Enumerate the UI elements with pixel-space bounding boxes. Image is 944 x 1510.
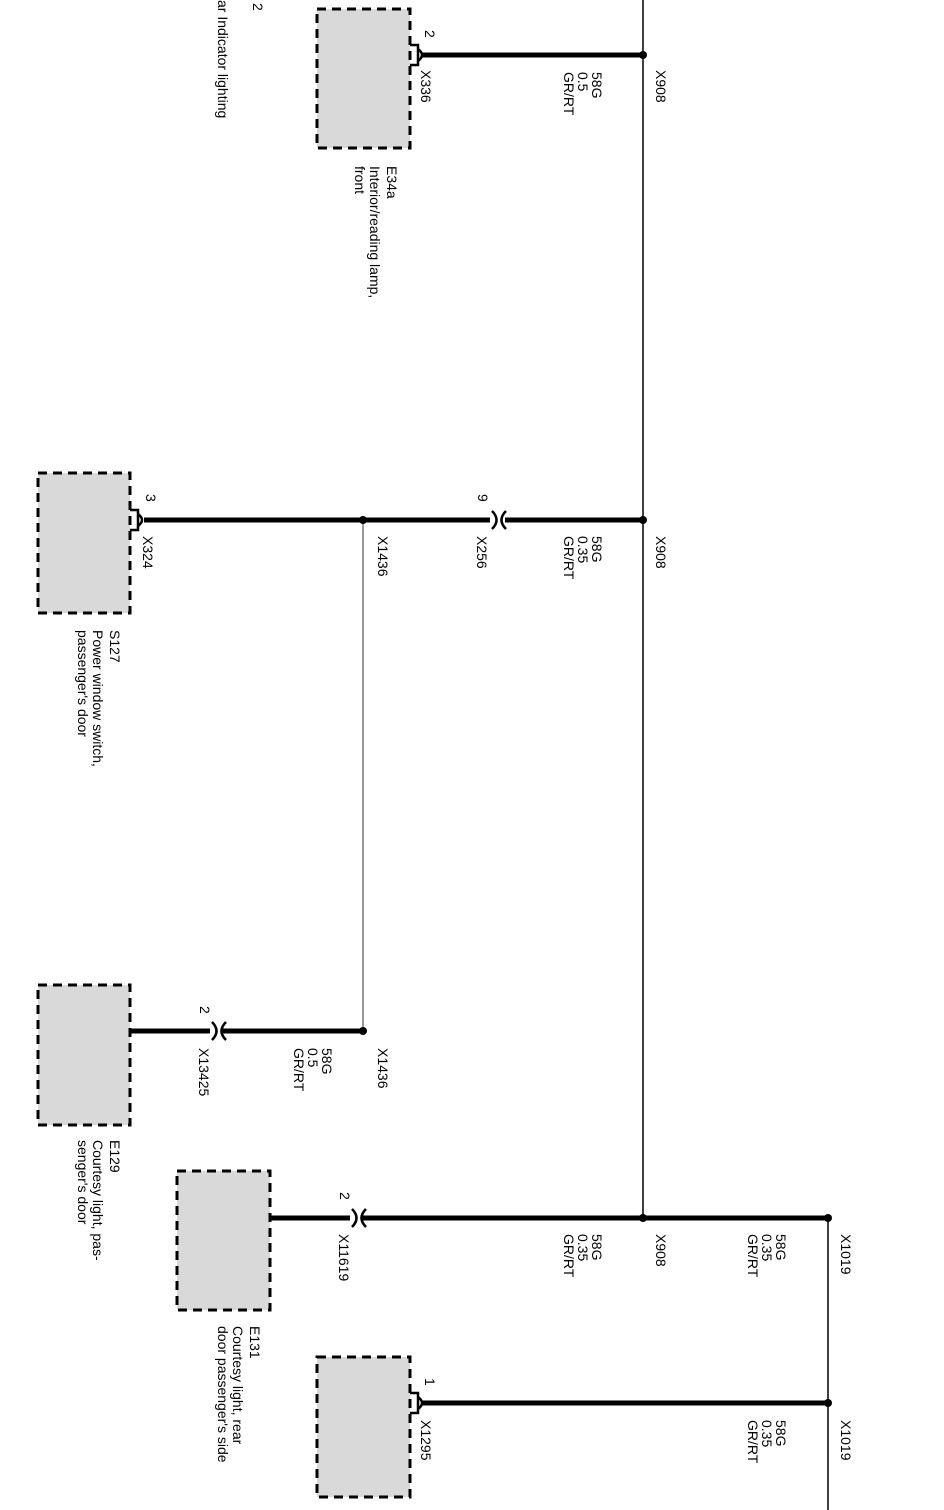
wire5-size: 0.35 xyxy=(759,1234,775,1262)
e129-code: E129 xyxy=(107,1140,123,1173)
splice-node-x1019-2 xyxy=(824,1399,832,1407)
e34a-code: E34a xyxy=(384,166,400,199)
component-e131-box xyxy=(177,1171,270,1310)
x1436-label-2: X1436 xyxy=(375,1048,391,1089)
wire6-signal: 58G xyxy=(773,1420,789,1447)
splice-node-x1436-2 xyxy=(359,1027,367,1035)
connector-x11619-symbol-a xyxy=(352,1209,357,1227)
wire4-signal: 58G xyxy=(589,1234,605,1261)
wire2-color: GR/RT xyxy=(561,536,577,580)
x908-label-2: X908 xyxy=(653,536,669,569)
e34a-connector: X336 xyxy=(418,70,434,103)
bottom-connector: X1295 xyxy=(418,1420,434,1461)
s127-code: S127 xyxy=(107,630,123,663)
wire6-color: GR/RT xyxy=(745,1420,761,1464)
e34a-pin: 2 xyxy=(422,30,438,38)
bottom-pin: 1 xyxy=(422,1378,438,1386)
wire1-signal: 58G xyxy=(589,72,605,99)
x908-label-3: X908 xyxy=(653,1234,669,1267)
e129-desc-2: senger's door xyxy=(75,1140,91,1225)
wire3-signal: 58G xyxy=(319,1048,335,1075)
e131-connector: X11619 xyxy=(336,1234,352,1282)
connector-x256-symbol-a xyxy=(492,511,497,529)
s127-desc-1: Power window switch, xyxy=(90,630,106,767)
x1019-label-2: X1019 xyxy=(838,1420,854,1461)
wire1-color: GR/RT xyxy=(561,72,577,116)
e34a-desc-1: Interior/reading lamp, xyxy=(367,166,383,299)
fragment-pin: 2 xyxy=(250,3,266,11)
top-left-fragment xyxy=(215,0,266,118)
connector-x13425-symbol-a xyxy=(212,1022,217,1040)
row-s127 xyxy=(38,473,669,767)
wire4-size: 0.35 xyxy=(575,1234,591,1262)
wire6-size: 0.35 xyxy=(759,1420,775,1448)
wire1-size: 0.5 xyxy=(575,72,591,92)
wire5-signal: 58G xyxy=(773,1234,789,1261)
row-bottom xyxy=(317,1357,854,1497)
splice-node-x1436-1 xyxy=(359,516,367,524)
x256-label: X256 xyxy=(474,536,490,569)
x256-pin: 9 xyxy=(475,494,491,502)
e131-pin: 2 xyxy=(337,1192,353,1200)
row-e131 xyxy=(177,1171,854,1463)
splice-node-x908-1 xyxy=(639,51,647,59)
x1436-label-1: X1436 xyxy=(375,536,391,577)
e34a-desc-2: front xyxy=(352,166,368,195)
row-e34a xyxy=(317,9,669,298)
e129-pin: 2 xyxy=(197,1006,213,1014)
x1019-label-1: X1019 xyxy=(838,1234,854,1275)
component-e34a-box xyxy=(317,9,410,148)
wire2-signal: 58G xyxy=(589,536,605,563)
component-s127-box xyxy=(38,473,130,613)
splice-node-x1019-1 xyxy=(824,1214,832,1222)
s127-desc-2: passenger's door xyxy=(75,630,91,737)
component-e129-box xyxy=(38,985,130,1125)
wire3-color: GR/RT xyxy=(291,1048,307,1092)
e129-desc-1: Courtesy light, pas- xyxy=(90,1140,106,1261)
x908-label-1: X908 xyxy=(653,70,669,103)
fragment-label: ar Indicator lighting xyxy=(215,0,231,119)
e131-desc-2: door passenger's side xyxy=(215,1326,231,1463)
splice-node-x908-2 xyxy=(639,516,647,524)
wire4-color: GR/RT xyxy=(561,1234,577,1278)
e131-desc-1: Courtesy light, rear xyxy=(230,1326,246,1445)
wire5-color: GR/RT xyxy=(745,1234,761,1278)
e131-code: E131 xyxy=(247,1326,263,1359)
component-bottom-box xyxy=(317,1357,410,1497)
s127-connector: X324 xyxy=(140,536,156,569)
wire3-size: 0.5 xyxy=(305,1048,321,1068)
e129-connector: X13425 xyxy=(196,1048,212,1097)
s127-pin: 3 xyxy=(143,494,159,502)
splice-node-x908-3 xyxy=(639,1214,647,1222)
wire2-size: 0.35 xyxy=(575,536,591,564)
